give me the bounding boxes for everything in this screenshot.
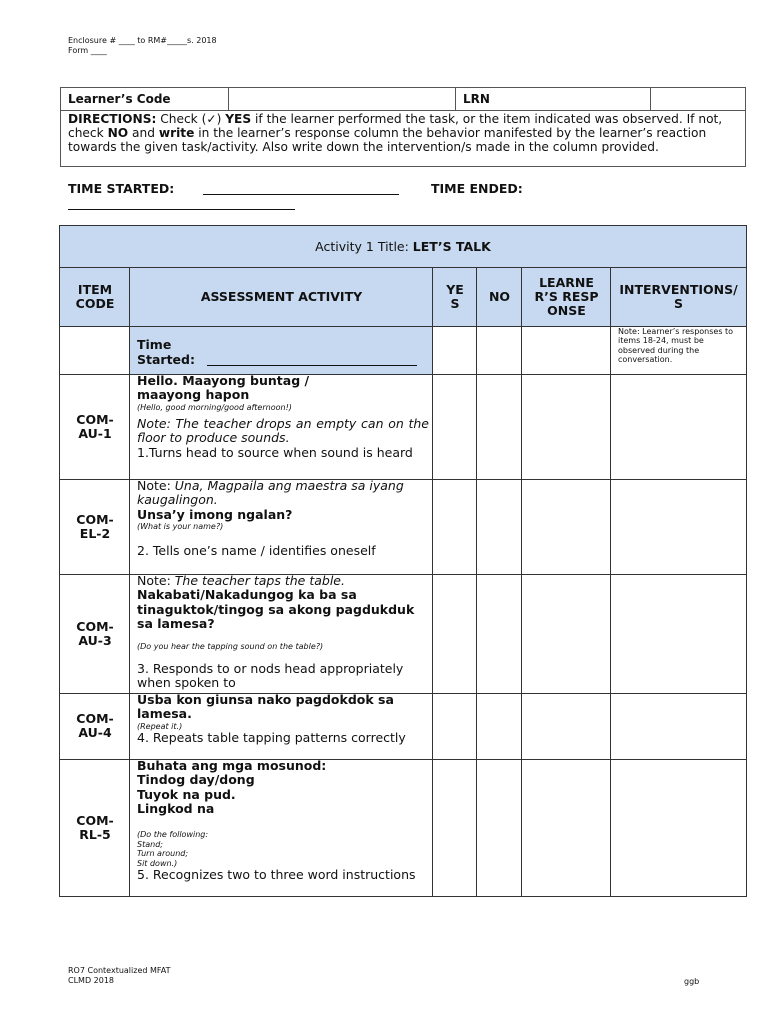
learner-code-field[interactable]	[229, 88, 456, 110]
intervention-note: Note: Learner’s responses to items 18-24, must be observed during the conversation.	[618, 327, 734, 364]
time-started-row-label: Time Started:	[137, 337, 195, 367]
note-text	[137, 479, 429, 508]
form-line: Form ____	[68, 46, 107, 55]
directions-yes: YES	[225, 112, 252, 126]
time-ended-line[interactable]	[68, 209, 295, 210]
item-code-com-rl-5	[60, 759, 130, 896]
indicator-text: 2. Tells one’s name / identifies oneself	[137, 543, 376, 559]
translation-text: Turn around;	[137, 849, 189, 859]
enclosure-line: Enclosure # ____ to RM#_____s. 2018	[68, 36, 217, 45]
assessment-com-au-3	[137, 574, 429, 690]
prompt-line: Usba kon giunsa nako pagdokdok sa lamesa.	[137, 692, 394, 722]
indicator-text: 5. Recognizes two to three word instructions	[137, 867, 416, 883]
header-assessment: ASSESSMENT ACTIVITY	[200, 289, 363, 304]
activity-table	[59, 225, 747, 897]
item-code-text: COM-AU-1	[76, 411, 114, 441]
directions-write: write	[158, 126, 195, 140]
lrn-field[interactable]	[651, 88, 745, 110]
time-ended-label: TIME ENDED:	[431, 181, 523, 196]
directions-label: DIRECTIONS:	[68, 112, 157, 126]
activity-title-name: LET’S TALK	[412, 239, 491, 254]
assessment-com-el-2	[137, 479, 429, 559]
enclosure-header	[68, 36, 217, 56]
learner-info-table	[60, 87, 746, 167]
learner-code-label: Learner’s Code	[61, 88, 229, 110]
item-code-text: COM-RL-5	[76, 812, 114, 842]
directions-text	[68, 112, 744, 154]
translation-text: (Repeat it.)	[137, 721, 183, 731]
header-item-code	[60, 268, 130, 326]
item-code-text: COM-AU-4	[76, 711, 114, 740]
learner-code-row	[61, 88, 745, 111]
time-started-row	[137, 337, 427, 367]
note-text: Note: The teacher drops an empty can on the floor to produce sounds.	[137, 416, 429, 446]
footer-line: RO7 Contextualized MFAT	[68, 966, 171, 975]
col-divider	[522, 268, 611, 896]
item-code-com-au-1	[60, 374, 130, 479]
prompt-line: Tindog day/dong	[137, 772, 255, 788]
item-code-text: COM-EL-2	[76, 511, 114, 541]
header-interventions-text: INTERVENTIONS/S	[619, 282, 738, 311]
header-learner-response	[522, 268, 611, 326]
time-started-row-line[interactable]	[207, 365, 417, 366]
header-yes-text: YES	[446, 282, 464, 311]
directions-no: NO	[107, 126, 129, 140]
lrn-label: LRN	[456, 88, 651, 110]
header-learner-response-text: LEARNER’S RESPONSE	[534, 275, 599, 318]
prompt-line: Tuyok na pud.	[137, 786, 236, 802]
translation-text: (Hello, good morning/good afternoon!)	[137, 402, 292, 412]
prompt-line: maayong hapon	[137, 387, 250, 403]
item-code-com-el-2	[60, 479, 130, 574]
footer-line: CLMD 2018	[68, 976, 115, 985]
item-code-text: COM-AU-3	[76, 618, 114, 648]
note-prefix: Note:	[137, 478, 175, 493]
header-interventions	[611, 268, 746, 326]
translation-text: (Do you hear the tapping sound on the table?)	[137, 642, 324, 652]
translation-text: (Do the following:	[137, 830, 209, 840]
header-no: NO	[488, 289, 511, 304]
note-prefix: Note:	[137, 573, 175, 588]
translation-text: Stand;	[137, 839, 163, 849]
note-italic: The teacher taps the table.	[174, 573, 345, 588]
header-yes	[433, 268, 477, 326]
directions-part: in the learner’s response column the behavior manifested by the learner’s reaction towards the given task/activity. Also write down the intervention/s made in the column provided.	[68, 126, 707, 154]
prompt-line: Unsa’y imong ngalan?	[137, 506, 293, 522]
assessment-com-rl-5	[137, 759, 429, 882]
footer	[68, 966, 171, 986]
translation-text: (What is your name?)	[137, 521, 224, 531]
prompt-line: Nakabati/Nakadungog ka ba sa tinaguktok/tingog sa akong pagdukduk sa lamesa?	[137, 587, 415, 631]
assessment-com-au-4	[137, 693, 429, 745]
prompt-line: Hello. Maayong buntag /	[137, 373, 310, 388]
footer-initials: ggb	[684, 977, 700, 986]
prompt-line: Lingkod na	[137, 800, 215, 816]
item-code-com-au-4	[60, 693, 130, 759]
col-divider	[433, 268, 477, 896]
activity-title	[60, 226, 746, 268]
prompt-line: Buhata ang mga mosunod:	[137, 758, 327, 773]
item-code-com-au-3	[60, 574, 130, 693]
translation-text: Sit down.)	[137, 858, 178, 868]
note-italic: Una, Magpaila ang maestra sa iyang kaugalingon.	[137, 478, 404, 508]
indicator-text: 4. Repeats table tapping patterns correctly	[137, 730, 406, 746]
time-started-label: TIME STARTED:	[68, 181, 175, 196]
header-item-code-text: ITEM CODE	[75, 282, 115, 311]
note-text	[137, 574, 429, 588]
directions-part: Check (✓)	[156, 112, 226, 126]
indicator-text: 1.Turns head to source when sound is heard	[137, 444, 413, 460]
activity-title-prefix: Activity 1 Title:	[315, 239, 413, 254]
indicator-text: 3. Responds to or nods head appropriately when spoken to	[137, 660, 404, 690]
col-divider	[477, 268, 522, 896]
assessment-com-au-1	[137, 374, 429, 460]
directions-part: if the learner performed the task, or the item indicated was observed. If not, check	[68, 112, 723, 140]
directions-part: and	[128, 126, 159, 140]
time-started-line[interactable]	[203, 194, 399, 195]
